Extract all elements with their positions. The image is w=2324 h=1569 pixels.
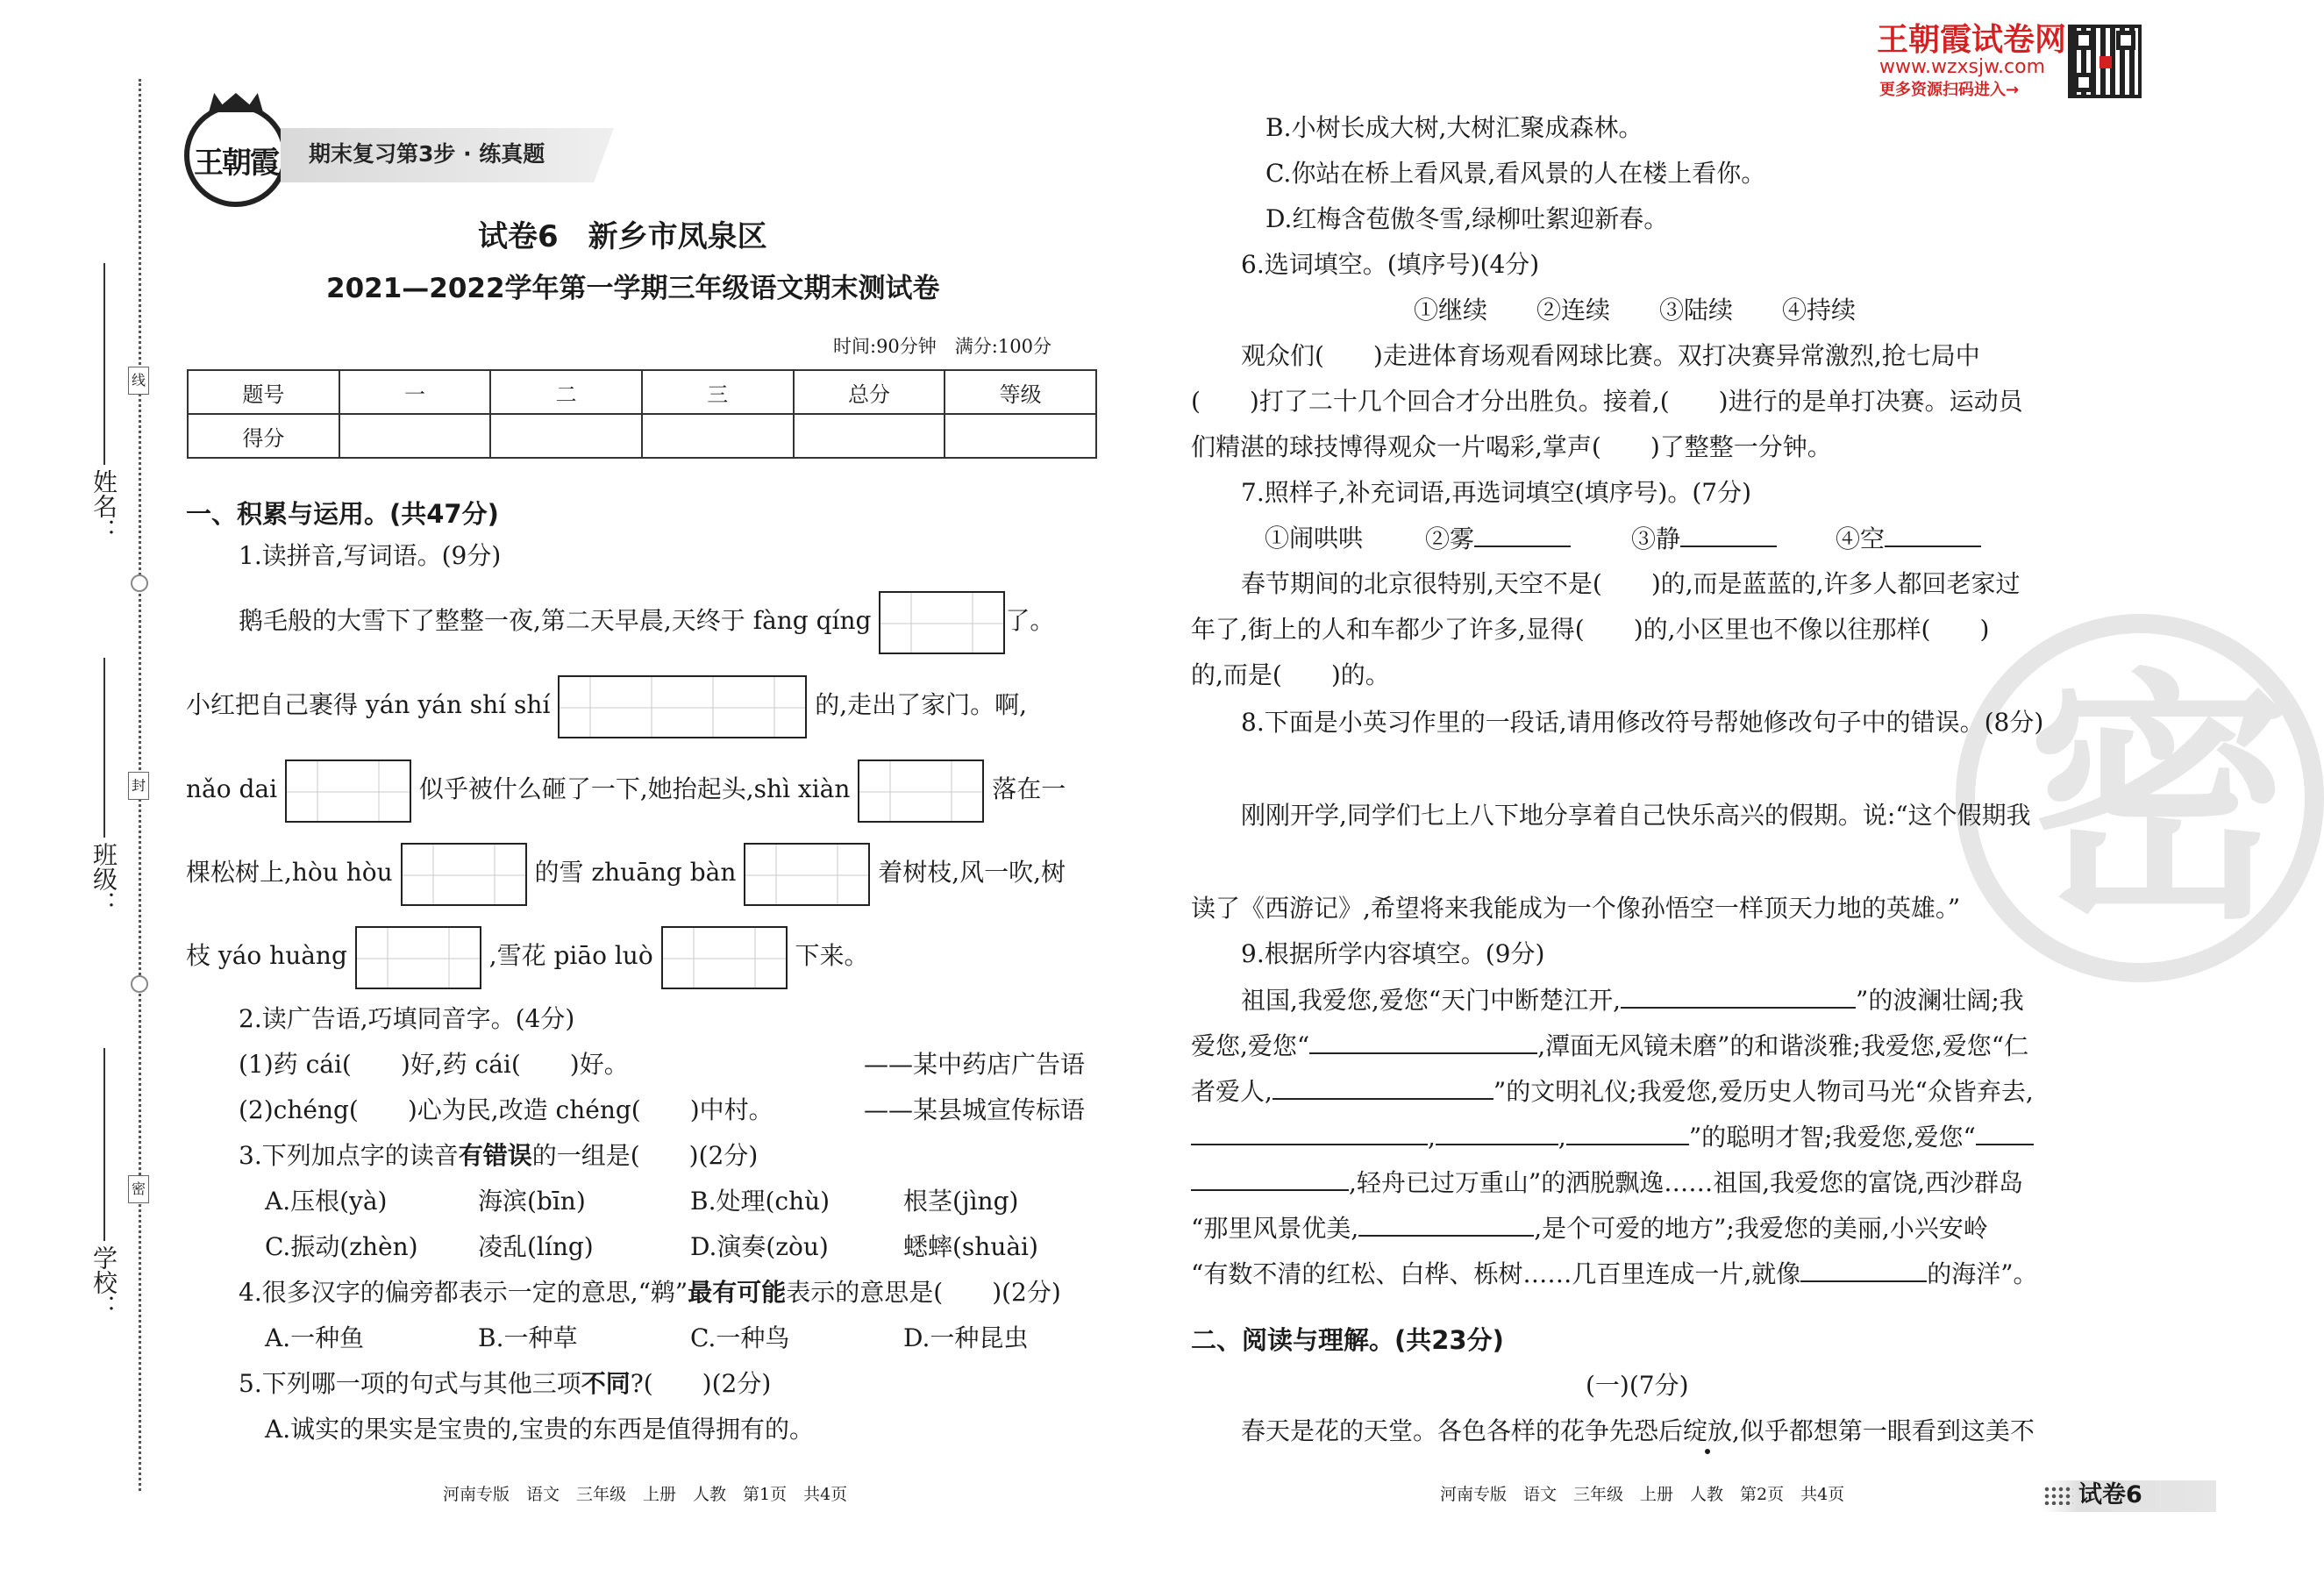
answer-blank[interactable] xyxy=(1191,1119,1428,1145)
q5-prompt: 5.下列哪一项的句式与其他三项不同?( )(2分) xyxy=(239,1369,772,1398)
emphasis: 有错误 xyxy=(458,1141,532,1170)
q9-line: 祖国,我爱您,爱您“天门中断楚江开, ”的波澜壮阔;我 xyxy=(1241,982,2024,1018)
name-label: 姓名： xyxy=(89,469,118,543)
q3-prompt: 3.下列加点字的读音有错误的一组是( )(2分) xyxy=(239,1141,759,1170)
q1-line xyxy=(239,588,1054,654)
qr-code[interactable] xyxy=(2068,25,2142,98)
score-row-label: 得分 xyxy=(188,414,339,458)
binding-ring-2 xyxy=(131,975,148,993)
q7-prompt: 7.照样子,补充词语,再选词填空(填序号)。(7分) xyxy=(1241,478,1752,507)
q1-line xyxy=(186,839,1066,906)
q7-option: ③静 xyxy=(1631,521,1777,557)
q1-text: 的雪 zhuāng bàn xyxy=(534,858,737,887)
score-table xyxy=(187,369,1097,459)
paper-number: 试卷6 xyxy=(2078,1481,2142,1508)
answer-blank[interactable] xyxy=(1621,982,1856,1009)
q1-text: 了。 xyxy=(1005,606,1055,635)
site-url[interactable]: www.wzxsjw.com xyxy=(1879,56,2046,78)
q5-option-c: C.你站在桥上看风景,看风景的人在楼上看你。 xyxy=(1265,159,1766,188)
q8-prompt: 8.下面是小英习作里的一段话,请用修改符号帮她修改句子中的错误。(8分) xyxy=(1241,708,2044,737)
answer-blank[interactable] xyxy=(1566,1119,1689,1145)
binding-ring-1 xyxy=(131,574,148,592)
q6-options: ①继续 ②连续 ③陆续 ④持续 xyxy=(1414,296,1857,324)
q2-source-2: ——某县城宣传标语 xyxy=(864,1095,1086,1124)
emphasis: 不同 xyxy=(581,1369,631,1398)
q1-text: ,雪花 piāo luò xyxy=(488,941,653,970)
q1-line xyxy=(186,672,1027,738)
q1-text: 似乎被什么砸了一下,她抬起头,shì xiàn xyxy=(418,774,851,803)
q1-text: 枝 yáo huàng xyxy=(186,941,347,970)
q8-paragraph: 读了《西游记》,希望将来我能成为一个像孙悟空一样顶天力地的英雄。” xyxy=(1191,894,1961,923)
q7-option: ①闹哄哄 xyxy=(1265,524,1364,553)
q3-option-a2: 海滨(bīn) xyxy=(478,1187,586,1216)
score-header-cell: 一 xyxy=(339,370,491,414)
school-label: 学校： xyxy=(89,1245,118,1319)
time-info: 时间:90分钟 满分:100分 xyxy=(833,336,1052,357)
answer-blank[interactable] xyxy=(1474,521,1571,547)
score-header-cell: 总分 xyxy=(794,370,945,414)
q5-option-d: D.红梅含苞傲冬雪,绿柳吐絮迎新春。 xyxy=(1265,204,1669,233)
score-header-cell: 三 xyxy=(642,370,794,414)
answer-blank[interactable] xyxy=(1436,1119,1558,1145)
answer-blank[interactable] xyxy=(1976,1119,2034,1145)
q6-paragraph: 观众们( )走进体育场观看网球比赛。双打决赛异常激烈,抢七局中 xyxy=(1241,341,1980,370)
answer-blank[interactable] xyxy=(1680,521,1777,547)
q4-option: C.一种鸟 xyxy=(690,1323,790,1352)
tianzige-box[interactable] xyxy=(558,675,807,738)
q7-paragraph: 春节期间的北京很特别,天空不是( )的,而是蓝蓝的,许多人都回老家过 xyxy=(1241,569,2021,598)
q3-option-b1: B.处理(chù) xyxy=(690,1187,831,1216)
q3-option-d1: D.演奏(zòu) xyxy=(690,1232,829,1261)
q9-line: 者爱人, ”的文明礼仪;我爱您,爱历史人物司马光“众皆弃去, xyxy=(1191,1073,2034,1109)
q1-text: 落在一 xyxy=(992,774,1066,803)
name-field[interactable] xyxy=(103,263,105,465)
q1-text: 棵松树上,hòu hòu xyxy=(186,858,393,887)
tianzige-box[interactable] xyxy=(858,760,984,823)
q9-line: ,轻舟已过万重山”的洒脱飘逸……祖国,我爱您的富饶,西沙群岛 xyxy=(1191,1165,2023,1201)
q1-text: nǎo dai xyxy=(186,774,278,803)
binding-mark-3: 密 xyxy=(128,1175,149,1203)
tianzige-box[interactable] xyxy=(661,926,788,989)
score-cell[interactable] xyxy=(339,414,491,458)
site-name: 王朝霞试卷网 xyxy=(1877,22,2067,58)
score-cell[interactable] xyxy=(490,414,642,458)
q6-paragraph: ( )打了二十几个回合才分出胜负。接着,( )进行的是单打决赛。运动员 xyxy=(1191,387,2023,416)
q5-option-b: B.小树长成大树,大树汇聚成森林。 xyxy=(1265,113,1643,142)
q1-line xyxy=(186,756,1066,823)
tianzige-box[interactable] xyxy=(285,760,411,823)
score-cell[interactable] xyxy=(642,414,794,458)
q9-line: , , ”的聪明才智;我爱您,爱您“ xyxy=(1191,1119,2034,1155)
q7-option: ④空 xyxy=(1836,521,1981,557)
reading-subheading: (一)(7分) xyxy=(1586,1371,1689,1400)
q3-option-c1: C.振动(zhèn) xyxy=(265,1232,418,1261)
logo-text: 王朝霞 xyxy=(194,146,278,181)
q4-option: A.一种鱼 xyxy=(265,1323,365,1352)
q6-paragraph: 们精湛的球技博得观众一片喝彩,掌声( )了整整一分钟。 xyxy=(1191,432,1832,461)
q4-option: D.一种昆虫 xyxy=(903,1323,1029,1352)
watermark-text: 密 xyxy=(2028,645,2291,954)
q9-line: “有数不清的红松、白桦、栎树……几百里连成一片,就像 的海洋”。 xyxy=(1191,1256,2038,1292)
q1-text: 下来。 xyxy=(795,941,869,970)
brand-logo xyxy=(184,103,288,207)
answer-blank[interactable] xyxy=(1272,1073,1493,1100)
page-footer-right: 河南专版 语文 三年级 上册 人教 第2页 共4页 xyxy=(1440,1485,1845,1504)
q9-line: “那里风景优美, ,是个可爱的地方”;我爱您的美丽,小兴安岭 xyxy=(1191,1210,1988,1246)
q3-option-c2: 凌乱(líng) xyxy=(478,1232,594,1261)
emphasis: 最有可能 xyxy=(688,1278,787,1307)
section-2-heading: 二、阅读与理解。(共23分) xyxy=(1191,1325,1504,1355)
tianzige-box[interactable] xyxy=(355,926,481,989)
q1-prompt: 1.读拼音,写词语。(9分) xyxy=(239,541,502,570)
score-table-header xyxy=(188,370,1096,414)
q3-option-a1: A.压根(yà) xyxy=(265,1187,388,1216)
q7-paragraph: 年了,街上的人和车都少了许多,显得( )的,小区里也不像以往那样( ) xyxy=(1191,615,1990,644)
q7-option: ②雾 xyxy=(1425,521,1571,557)
q1-text: 鹅毛般的大雪下了整整一夜,第二天早晨,天终于 fàng qíng xyxy=(239,606,872,635)
class-label: 班级： xyxy=(89,842,118,916)
q9-line: 爱您,爱您“ ,潭面无风镜未磨”的和谐淡雅;我爱您,爱您“仁 xyxy=(1191,1028,2028,1064)
score-header-cell: 二 xyxy=(490,370,642,414)
q1-text: 着树枝,风一吹,树 xyxy=(878,858,1066,887)
badge-text: 期末复习第3步 · 练真题 xyxy=(309,141,545,167)
q4-prompt: 4.很多汉字的偏旁都表示一定的意思,“鹈”最有可能表示的意思是( )(2分) xyxy=(239,1278,1061,1307)
q4-option: B.一种草 xyxy=(478,1323,578,1352)
binding-mark-1: 线 xyxy=(128,367,149,395)
binding-mark-2: 封 xyxy=(128,772,149,800)
q6-prompt: 6.选词填空。(填序号)(4分) xyxy=(1241,250,1540,279)
q1-line xyxy=(186,923,869,989)
q2-prompt: 2.读广告语,巧填同音字。(4分) xyxy=(239,1004,575,1033)
q2-source-1: ——某中药店广告语 xyxy=(864,1050,1086,1079)
score-cell[interactable] xyxy=(945,414,1096,458)
tianzige-box[interactable] xyxy=(401,843,527,906)
tianzige-box[interactable] xyxy=(744,843,870,906)
score-table-row xyxy=(188,414,1096,458)
q3-option-d2: 蟋蟀(shuài) xyxy=(903,1232,1038,1261)
q5-option-a: A.诚实的果实是宝贵的,宝贵的东西是值得拥有的。 xyxy=(265,1415,815,1444)
answer-blank[interactable] xyxy=(1191,1165,1349,1191)
answer-blank[interactable] xyxy=(1800,1256,1927,1282)
page-footer-left: 河南专版 语文 三年级 上册 人教 第1页 共4页 xyxy=(443,1485,848,1504)
q9-prompt: 9.根据所学内容填空。(9分) xyxy=(1241,939,1545,968)
q2-item-2: (2)chéng( )心为民,改造 chéng( )中村。 xyxy=(239,1095,773,1124)
page-title: 试卷6 新乡市凤泉区 xyxy=(478,219,767,254)
logo-crown xyxy=(209,93,263,112)
q2-item-1: (1)药 cái( )好,药 cái( )好。 xyxy=(239,1050,629,1079)
answer-blank[interactable] xyxy=(1309,1028,1537,1054)
site-tagline: 更多资源扫码进入→ xyxy=(1879,81,2020,99)
score-header-cell: 等级 xyxy=(945,370,1096,414)
score-header-cell: 题号 xyxy=(188,370,339,414)
answer-blank[interactable] xyxy=(1885,521,1981,547)
q7-paragraph: 的,而是( )的。 xyxy=(1191,660,1390,689)
section-1-heading: 一、积累与运用。(共47分) xyxy=(186,499,499,529)
page-subtitle: 2021—2022学年第一学期三年级语文期末测试卷 xyxy=(326,273,940,304)
answer-blank[interactable] xyxy=(1358,1210,1534,1237)
paper-number-dots xyxy=(2043,1486,2073,1505)
school-field[interactable] xyxy=(103,1048,105,1241)
score-cell[interactable] xyxy=(794,414,945,458)
q1-text: 的,走出了家门。啊, xyxy=(815,690,1028,719)
q3-option-b2: 根茎(jìng) xyxy=(903,1187,1019,1216)
tianzige-box[interactable] xyxy=(879,591,1005,654)
dotted-word: 绽放 xyxy=(1683,1416,1733,1445)
q1-text: 小红把自己裹得 yán yán shí shí xyxy=(186,690,551,719)
q8-paragraph: 刚刚开学,同学们七上八下地分享着自己快乐高兴的假期。说:“这个假期我 xyxy=(1241,801,2031,830)
class-field[interactable] xyxy=(103,658,105,838)
reading-paragraph: 春天是花的天堂。各色各样的花争先恐后绽放,似乎都想第一眼看到这美不 xyxy=(1241,1416,2035,1445)
